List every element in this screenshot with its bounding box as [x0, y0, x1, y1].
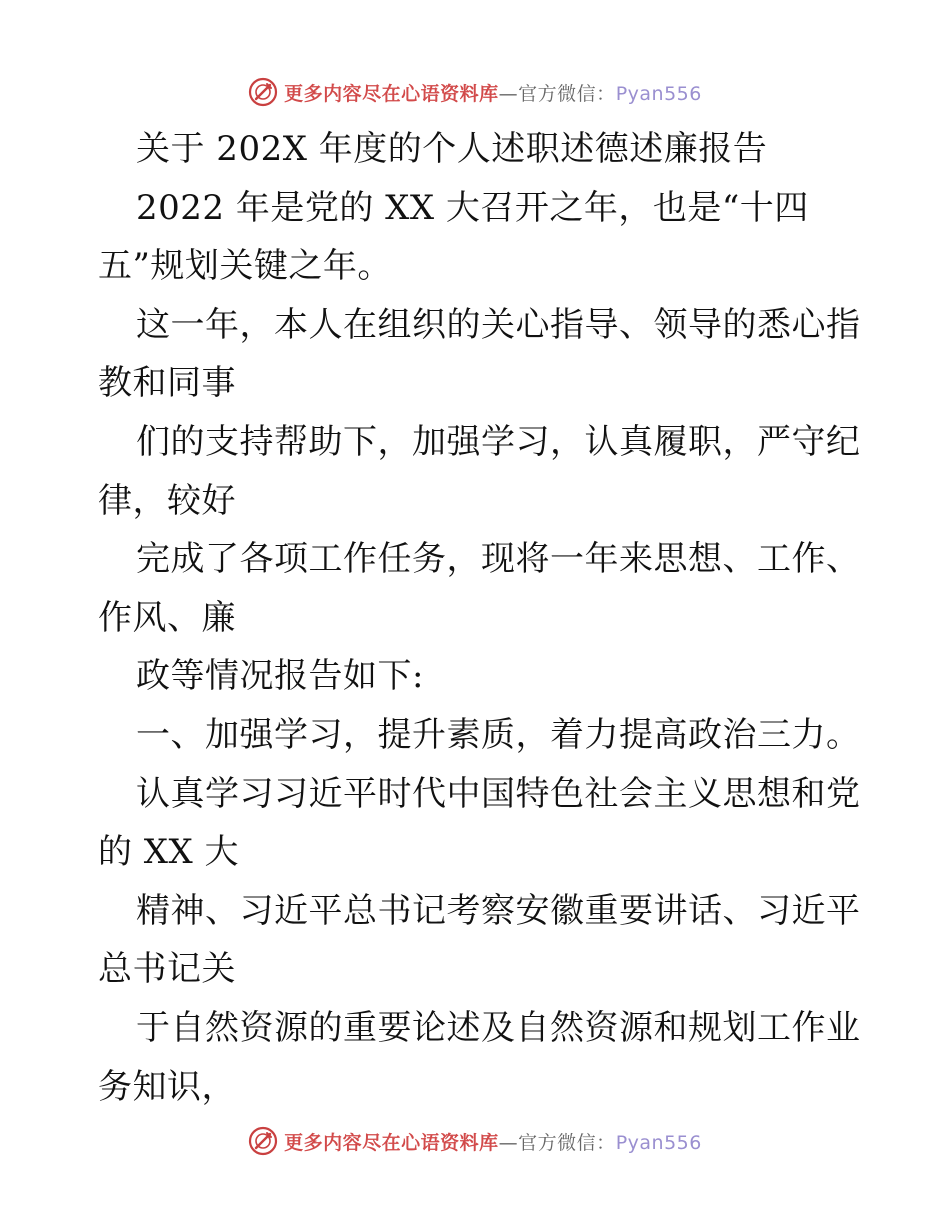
text-line: 完成了各项工作任务，现将一年来思想、工作、 [136, 539, 861, 580]
text-line: 精神、习近平总书记考察安徽重要讲话、习近平 [136, 890, 861, 931]
banner-wechat-label: —官方微信： [498, 82, 616, 105]
text-line: 总书记关 [98, 949, 236, 990]
text-line: 政等情况报告如下: [136, 656, 424, 697]
header-banner [0, 72, 950, 112]
banner-wechat-label: —官方微信： [498, 1131, 616, 1154]
footer-banner [0, 1121, 950, 1161]
document-body [98, 120, 861, 1116]
text-line: 这一年，本人在组织的关心指导、领导的悉心指 [136, 304, 861, 345]
text-line: 2022 年是党的 XX 大召开之年，也是“十四 [136, 187, 809, 228]
brand-logo-icon [248, 1126, 278, 1156]
text-line: 关于 202X 年度的个人述职述德述廉报告 [136, 129, 768, 169]
banner-site-name: 更多内容尽在心语资料库 [284, 82, 499, 105]
text-line: 们的支持帮助下，加强学习，认真履职，严守纪 [136, 421, 861, 462]
text-line: 律，较好 [98, 480, 236, 521]
text-line: 教和同事 [98, 363, 236, 404]
text-line: 务知识， [98, 1066, 236, 1107]
text-line: 一、加强学习，提升素质，着力提高政治三力。 [136, 714, 861, 755]
text-line: 认真学习习近平时代中国特色社会主义思想和党 [136, 773, 861, 814]
banner-wechat-id: Pyan556 [615, 1131, 702, 1154]
banner-text [284, 79, 702, 106]
text-line: 于自然资源的重要论述及自然资源和规划工作业 [136, 1007, 861, 1048]
text-line: 五”规划关键之年。 [98, 246, 392, 287]
text-line: 的 XX 大 [98, 832, 240, 873]
text-line: 作风、廉 [98, 597, 236, 638]
brand-logo-icon [248, 77, 278, 107]
banner-wechat-id: Pyan556 [615, 82, 702, 105]
banner-text [284, 1128, 702, 1155]
banner-site-name: 更多内容尽在心语资料库 [284, 1131, 499, 1154]
